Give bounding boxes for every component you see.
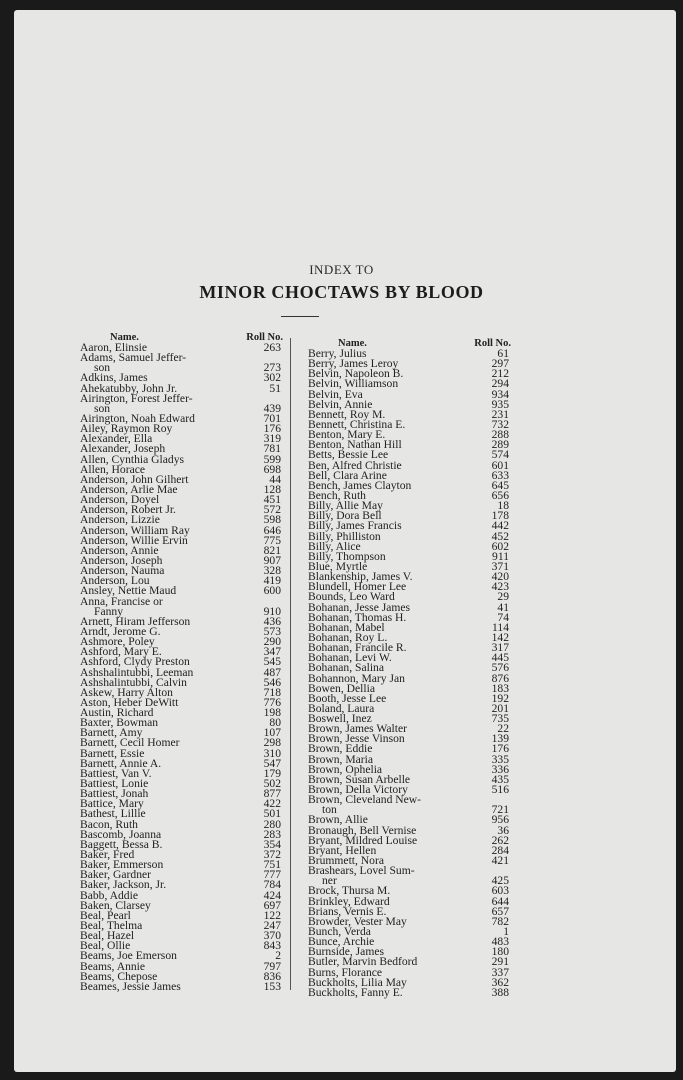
entry-name: Beal, Hazel [80, 929, 135, 943]
entry-roll-number: 328 [263, 564, 281, 578]
entry-name: Belvin, Eva [308, 387, 363, 401]
title-rule [281, 316, 319, 317]
entry-roll-number: 821 [263, 543, 281, 557]
entry-roll-number: 598 [263, 513, 281, 527]
entry-name: Battiest, Lonie [80, 777, 149, 791]
entry-roll-number: 107 [263, 726, 281, 740]
entry-roll-number: 574 [491, 448, 509, 462]
entry-name: Bunch, Verda [308, 925, 371, 939]
roll-column-label: Roll No. [474, 338, 511, 349]
entry-name: Benton, Mary E. [308, 428, 386, 442]
entry-name: Blankenship, James V. [308, 570, 413, 584]
entry-roll-number: 697 [263, 898, 281, 912]
entry-name: Brown, Ophelia [308, 762, 383, 776]
entry-name: Bryant, Hellen [308, 843, 377, 857]
entry-roll-number: 142 [491, 630, 509, 644]
index-entry [308, 866, 513, 876]
entry-roll-number: 956 [491, 813, 509, 827]
entry-name: Bascomb, Joanna [80, 827, 162, 841]
entry-name: Bronaugh, Bell Vernise [308, 823, 417, 837]
name-column-label: Name. [338, 338, 367, 349]
entry-name: Brown, Allie [308, 813, 368, 827]
index-entry [80, 979, 285, 993]
entry-roll-number: 290 [263, 635, 281, 649]
entry-roll-number: 128 [263, 482, 281, 496]
entry-roll-number: 797 [263, 959, 281, 973]
entry-name: Arnett, Hiram Jefferson [80, 614, 191, 628]
entry-name: Beal, Ollie [80, 939, 131, 953]
entry-name: Anderson, Willie Ervin [80, 533, 188, 547]
entry-name: son [94, 401, 111, 415]
right-column [308, 338, 513, 998]
entry-name: Billy, Thompson [308, 549, 386, 563]
entry-roll-number: 310 [263, 746, 281, 760]
entry-roll-number: 201 [491, 701, 509, 715]
entry-roll-number: 247 [263, 919, 281, 933]
entry-roll-number: 317 [491, 641, 509, 655]
entry-name: Berry, Julius [308, 347, 367, 360]
entry-name: Billy, Allie May [308, 499, 383, 513]
entry-roll-number: 422 [263, 797, 281, 811]
entry-roll-number: 442 [491, 519, 509, 533]
entry-name: Beal, Pearl [80, 908, 131, 922]
entry-roll-number: 445 [491, 651, 509, 665]
entry-name: Austin, Richard [80, 706, 154, 720]
entry-name: Bench, James Clayton [308, 478, 412, 492]
entry-name: Brown, Maria [308, 752, 374, 766]
entry-roll-number: 388 [491, 985, 509, 999]
entry-name: Alexander, Ella [80, 432, 153, 446]
entry-name: Billy, James Francis [308, 519, 402, 533]
entry-name: Anderson, Joseph [80, 553, 163, 567]
entry-name: Ailey, Raymon Roy [80, 422, 173, 436]
entry-roll-number: 782 [491, 914, 509, 928]
entry-name: Buckholts, Fanny E. [308, 985, 403, 999]
entry-name: Aston, Heber DeWitt [80, 695, 179, 709]
entry-name: Bohanan, Thomas H. [308, 610, 407, 624]
page-title: MINOR CHOCTAWS BY BLOOD [199, 282, 484, 302]
entry-name: Brinkley, Edward [308, 894, 390, 908]
entry-name: Barnett, Essie [80, 746, 145, 760]
entry-roll-number: 601 [491, 458, 509, 472]
entry-name: Ashshalintubbi, Calvin [80, 675, 187, 689]
entry-roll-number: 603 [491, 884, 509, 898]
entry-roll-number: 935 [491, 397, 509, 411]
entry-name: Billy, Philliston [308, 529, 381, 543]
entry-name: Boland, Laura [308, 701, 375, 715]
entry-roll-number: 775 [263, 533, 281, 547]
entry-roll-number: 645 [491, 478, 509, 492]
entry-roll-number: 354 [263, 837, 281, 851]
entry-roll-number: 347 [263, 645, 281, 659]
entry-roll-number: 153 [263, 979, 281, 993]
left-column [80, 332, 285, 992]
entry-name: Berry, James Leroy [308, 357, 399, 371]
column-divider [290, 338, 291, 990]
entry-name: Browder, Vester May [308, 914, 407, 928]
entry-roll-number: 212 [491, 367, 509, 381]
entry-name: Brock, Thursa M. [308, 884, 391, 898]
entry-name: Anderson, Lizzie [80, 513, 160, 527]
entry-name: Baker, Fred [80, 848, 135, 862]
name-column-label: Name. [110, 332, 139, 343]
entry-roll-number: 776 [263, 695, 281, 709]
entry-name: Aaron, Elinsie [80, 341, 147, 354]
entry-name: Alexander, Joseph [80, 442, 166, 456]
entry-roll-number: 573 [263, 624, 281, 638]
entry-roll-number: 289 [491, 438, 509, 452]
entry-name: Billy, Dora Bell [308, 509, 382, 523]
entry-name: Anderson, John Gilhert [80, 472, 189, 486]
entry-roll-number: 74 [497, 610, 509, 624]
entry-name: Baggett, Bessa B. [80, 837, 163, 851]
entry-name: Ashmore, Poley [80, 635, 155, 649]
entry-name: Butler, Marvin Bedford [308, 955, 418, 969]
entry-name: Bennett, Christina E. [308, 417, 406, 431]
entry-name: Belvin, Williamson [308, 377, 399, 391]
entry-roll-number: 784 [263, 878, 281, 892]
entry-name: Ashford, Mary E. [80, 645, 162, 659]
entry-name: Brown, Della Victory [308, 783, 408, 797]
entry-roll-number: 721 [491, 803, 509, 817]
index-entry [308, 795, 513, 805]
entry-name: Brown, Eddie [308, 742, 373, 756]
entry-roll-number: 633 [491, 468, 509, 482]
entry-roll-number: 176 [491, 742, 509, 756]
entry-name: Anderson, Lou [80, 574, 150, 588]
entry-name: Belvin, Annie [308, 397, 373, 411]
entry-roll-number: 698 [263, 462, 281, 476]
entry-roll-number: 424 [263, 888, 281, 902]
entry-name: Barnett, Annie A. [80, 756, 162, 770]
entry-roll-number: 439 [263, 401, 281, 415]
entry-name: Ben, Alfred Christie [308, 458, 402, 472]
entry-roll-number: 735 [491, 712, 509, 726]
entry-name: Benton, Nathan Hill [308, 438, 402, 452]
entry-roll-number: 483 [491, 935, 509, 949]
index-entry [80, 391, 285, 405]
entry-name: Anderson, Arlie Mae [80, 482, 178, 496]
entry-roll-number: 180 [491, 945, 509, 959]
entry-name: Airington, Forest Jeffer- [80, 391, 193, 405]
entry-roll-number: 934 [491, 387, 509, 401]
entry-name: Belvin, Napoleon B. [308, 367, 404, 381]
entry-name: Ashshalintubbi, Leeman [80, 665, 194, 679]
entry-name: Ahekatubby, John Jr. [80, 381, 178, 395]
entry-roll-number: 263 [263, 341, 281, 354]
entry-roll-number: 646 [263, 523, 281, 537]
entry-name: Beal, Thelma [80, 919, 143, 933]
entry-name: Brians, Vernis E. [308, 904, 387, 918]
entry-name: Bohanan, Francile R. [308, 641, 407, 655]
entry-roll-number: 436 [263, 614, 281, 628]
entry-roll-number: 547 [263, 756, 281, 770]
entry-roll-number: 545 [263, 655, 281, 669]
entry-roll-number: 452 [491, 529, 509, 543]
entry-roll-number: 273 [263, 361, 281, 375]
entry-name: Betts, Bessie Lee [308, 448, 389, 462]
entry-roll-number: 420 [491, 570, 509, 584]
entry-name: Beams, Annie [80, 959, 146, 973]
entry-roll-number: 297 [491, 357, 509, 371]
entry-roll-number: 451 [263, 493, 281, 507]
entry-roll-number: 36 [497, 823, 509, 837]
entry-name: Airington, Noah Edward [80, 411, 195, 425]
entry-roll-number: 435 [491, 772, 509, 786]
entry-name: Brashears, Lovel Sum- [308, 864, 415, 878]
entry-roll-number: 423 [491, 580, 509, 594]
entry-roll-number: 283 [263, 827, 281, 841]
entry-name: Buckholts, Lilia May [308, 975, 407, 989]
entry-name: Bell, Clara Arine [308, 468, 387, 482]
entry-name: Bohanan, Salina [308, 661, 384, 675]
entry-roll-number: 44 [269, 472, 281, 486]
entry-roll-number: 572 [263, 503, 281, 517]
entry-roll-number: 122 [263, 908, 281, 922]
entry-name: Bench, Ruth [308, 488, 366, 502]
entry-name: Allen, Horace [80, 462, 146, 476]
entry-name: Fanny [94, 604, 123, 618]
entry-name: Baker, Jackson, Jr. [80, 878, 167, 892]
entry-roll-number: 600 [263, 584, 281, 598]
entry-name: Baken, Clarsey [80, 898, 151, 912]
entry-roll-number: 657 [491, 904, 509, 918]
index-entry [308, 985, 513, 999]
entry-name: Brown, Cleveland New- [308, 793, 422, 807]
entry-roll-number: 781 [263, 442, 281, 456]
entry-name: Beams, Chepose [80, 969, 158, 983]
entry-roll-number: 29 [497, 590, 509, 604]
entry-roll-number: 319 [263, 432, 281, 446]
index-entry [80, 353, 285, 363]
entry-name: Burnside, James [308, 945, 384, 959]
entry-name: Bohanan, Jesse James [308, 600, 411, 614]
entry-name: Baker, Emmerson [80, 858, 164, 872]
entry-roll-number: 911 [492, 549, 509, 563]
entry-name: Beames, Jessie James [80, 979, 181, 993]
entry-roll-number: 231 [491, 407, 509, 421]
entry-roll-number: 192 [491, 691, 509, 705]
entry-roll-number: 372 [263, 848, 281, 862]
entry-name: Anderson, Annie [80, 543, 159, 557]
entry-name: Bounds, Leo Ward [308, 590, 395, 604]
entry-name: Blundell, Homer Lee [308, 580, 407, 594]
entry-name: Arndt, Jerome G. [80, 624, 161, 638]
entry-roll-number: 294 [491, 377, 509, 391]
entry-roll-number: 178 [491, 509, 509, 523]
entry-name: Anderson, William Ray [80, 523, 190, 537]
entry-roll-number: 701 [263, 411, 281, 425]
entry-roll-number: 51 [269, 381, 281, 395]
entry-roll-number: 546 [263, 675, 281, 689]
entry-name: Boswell, Inez [308, 712, 372, 726]
entry-roll-number: 179 [263, 766, 281, 780]
entry-roll-number: 280 [263, 817, 281, 831]
entry-roll-number: 80 [269, 716, 281, 730]
entry-roll-number: 644 [491, 894, 509, 908]
entry-name: Brown, Susan Arbelle [308, 772, 411, 786]
entry-name: Bunce, Archie [308, 935, 375, 949]
entry-roll-number: 298 [263, 736, 281, 750]
entry-name: Baxter, Bowman [80, 716, 159, 730]
entry-roll-number: 502 [263, 777, 281, 791]
entry-name: Bohannon, Mary Jan [308, 671, 405, 685]
entry-name: son [94, 361, 111, 375]
roll-column-label: Roll No. [246, 332, 283, 343]
entry-roll-number: 176 [263, 422, 281, 436]
entry-name: Bohanan, Levi W. [308, 651, 392, 665]
entry-name: Adams, Samuel Jeffer- [80, 351, 187, 365]
entry-roll-number: 183 [491, 681, 509, 695]
entry-name: Anderson, Nauma [80, 564, 165, 578]
entry-name: Bacon, Ruth [80, 817, 138, 831]
entry-roll-number: 198 [263, 706, 281, 720]
entry-roll-number: 291 [491, 955, 509, 969]
entry-name: Brummett, Nora [308, 854, 384, 868]
entry-name: Ansley, Nettie Maud [80, 584, 177, 598]
entry-name: Anderson, Robert Jr. [80, 503, 176, 517]
entry-roll-number: 284 [491, 843, 509, 857]
entry-name: Billy, Alice [308, 539, 361, 553]
entry-roll-number: 501 [263, 807, 281, 821]
entry-roll-number: 419 [263, 574, 281, 588]
entry-name: ner [322, 874, 337, 888]
entry-roll-number: 1 [503, 925, 509, 939]
index-subtitle: INDEX TO [309, 262, 374, 277]
entry-roll-number: 910 [263, 604, 281, 618]
entry-roll-number: 2 [275, 949, 281, 963]
entry-name: Bohanan, Roy L. [308, 630, 388, 644]
entry-roll-number: 843 [263, 939, 281, 953]
entry-name: Bohanan, Mabel [308, 620, 385, 634]
entry-name: Anderson, Doyel [80, 493, 160, 507]
entry-name: Anna, Francise or [80, 594, 163, 608]
entry-roll-number: 576 [491, 661, 509, 675]
entry-roll-number: 371 [491, 559, 509, 573]
entry-roll-number: 18 [497, 499, 509, 513]
entry-roll-number: 777 [263, 868, 281, 882]
entry-roll-number: 751 [263, 858, 281, 872]
entry-roll-number: 599 [263, 452, 281, 466]
entry-name: ton [322, 803, 337, 817]
entry-name: Battiest, Jonah [80, 787, 149, 801]
entry-name: Babb, Addie [80, 888, 138, 902]
entry-roll-number: 139 [491, 732, 509, 746]
entry-roll-number: 22 [497, 722, 509, 736]
entry-name: Adkins, James [80, 371, 148, 385]
entry-roll-number: 302 [263, 371, 281, 385]
entry-name: Brown, James Walter [308, 722, 407, 736]
entry-name: Allen, Cynthia Gladys [80, 452, 185, 466]
entry-name: Bennett, Roy M. [308, 407, 386, 421]
entry-roll-number: 41 [497, 600, 509, 614]
entry-name: Barnett, Cecil Homer [80, 736, 180, 750]
entry-name: Brown, Jesse Vinson [308, 732, 405, 746]
entry-name: Burns, Florance [308, 965, 383, 979]
entry-roll-number: 732 [491, 417, 509, 431]
entry-name: Bryant, Mildred Louise [308, 833, 418, 847]
entry-name: Baker, Gardner [80, 868, 151, 882]
entry-roll-number: 337 [491, 965, 509, 979]
entry-name: Battice, Mary [80, 797, 144, 811]
entry-roll-number: 877 [263, 787, 281, 801]
entry-roll-number: 656 [491, 488, 509, 502]
entry-roll-number: 425 [491, 874, 509, 888]
entry-roll-number: 907 [263, 553, 281, 567]
entry-name: Barnett, Amy [80, 726, 143, 740]
entry-roll-number: 836 [263, 969, 281, 983]
entry-roll-number: 718 [263, 685, 281, 699]
entry-name: Booth, Jesse Lee [308, 691, 387, 705]
entry-roll-number: 602 [491, 539, 509, 553]
entry-roll-number: 262 [491, 833, 509, 847]
entry-name: Bowen, Dellia [308, 681, 375, 695]
entry-roll-number: 516 [491, 783, 509, 797]
entry-roll-number: 876 [491, 671, 509, 685]
entry-name: Ashford, Clydy Preston [80, 655, 190, 669]
entry-name: Bathest, Lillie [80, 807, 146, 821]
entry-roll-number: 288 [491, 428, 509, 442]
entry-roll-number: 336 [491, 762, 509, 776]
entry-roll-number: 61 [497, 347, 509, 360]
entry-roll-number: 335 [491, 752, 509, 766]
entry-roll-number: 370 [263, 929, 281, 943]
entry-name: Beams, Joe Emerson [80, 949, 177, 963]
entry-roll-number: 114 [492, 620, 509, 634]
entry-roll-number: 487 [263, 665, 281, 679]
entry-roll-number: 421 [491, 854, 509, 868]
entry-name: Battiest, Van V. [80, 766, 152, 780]
entry-roll-number: 362 [491, 975, 509, 989]
entry-name: Blue, Myrtle [308, 559, 368, 573]
entry-name: Askew, Harry Alton [80, 685, 173, 699]
